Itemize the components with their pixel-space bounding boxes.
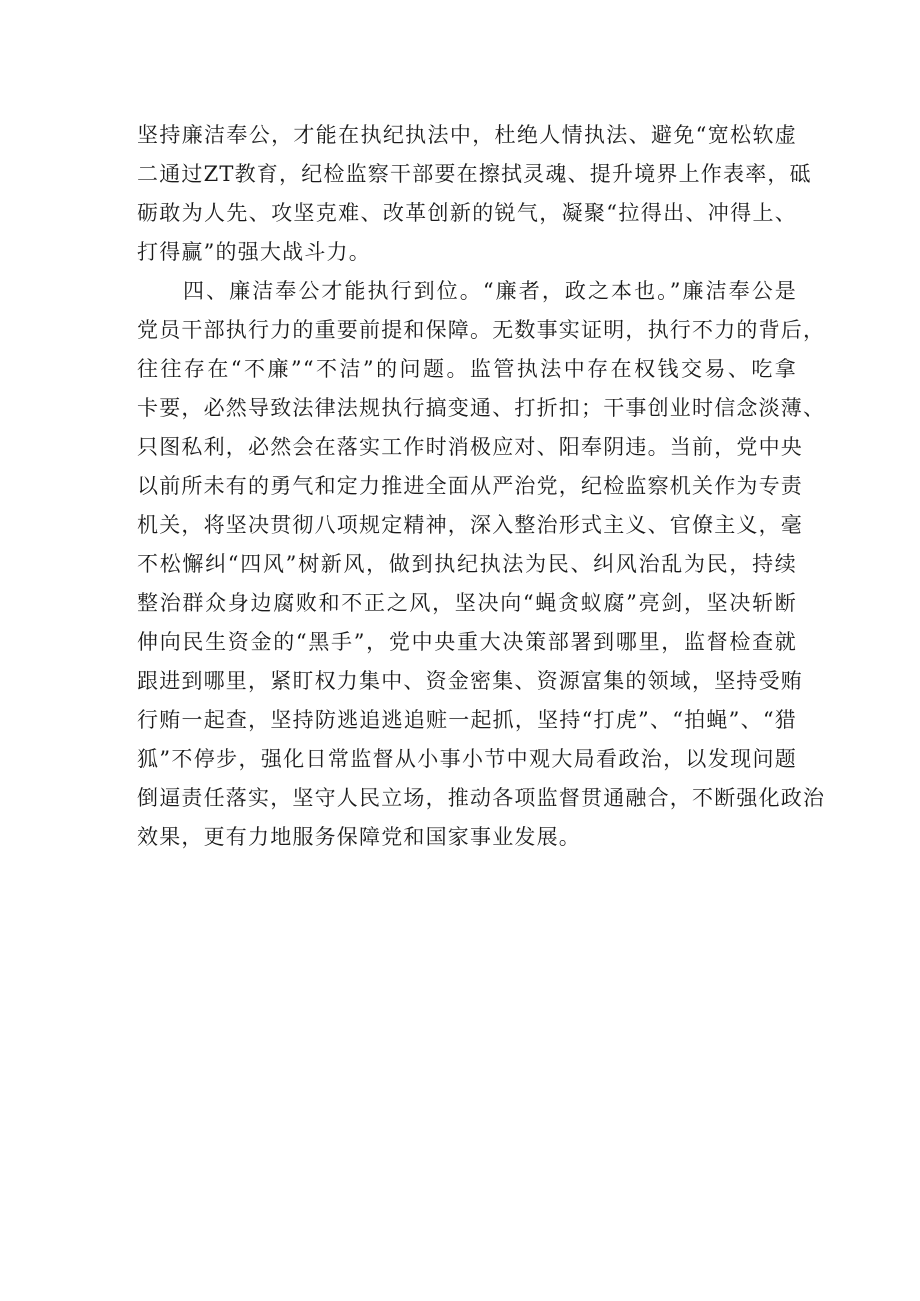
text-line: 不松懈纠“四风”树新风，做到执纪执法为民、纠风治乱为民，持续 bbox=[137, 552, 797, 576]
text-line: 卡要，必然导致法律法规执行搞变通、打折扣；干事创业时信念淡薄、 bbox=[137, 396, 826, 420]
text-line: 党员干部执行力的重要前提和保障。无数事实证明，执行不力的背后， bbox=[137, 318, 826, 342]
text-line: 狐”不停步，强化日常监督从小事小节中观大局看政治，以发现问题 bbox=[137, 747, 797, 771]
text-line: 跟进到哪里，紧盯权力集中、资金密集、资源富集的领域，坚持受贿 bbox=[137, 669, 803, 693]
text-line: 机关，将坚决贯彻八项规定精神，深入整治形式主义、官僚主义，毫 bbox=[137, 513, 803, 537]
text-line: 整治群众身边腐败和不正之风，坚决向“蝇贪蚁腐”亮剑，坚决斩断 bbox=[137, 591, 797, 615]
text-line: 倒逼责任落实，坚守人民立场，推动各项监督贯通融合，不断强化政治 bbox=[137, 786, 826, 810]
text-line: 砺敢为人先、攻坚克难、改革创新的锐气，凝聚“拉得出、冲得上、 bbox=[137, 201, 797, 225]
text-line: 行贿一起查，坚持防逃追逃追赃一起抓，坚持“打虎”、“拍蝇”、“猎 bbox=[137, 708, 797, 732]
document-body bbox=[137, 116, 826, 857]
text-line: 以前所未有的勇气和定力推进全面从严治党，纪检监察机关作为专责 bbox=[137, 474, 803, 498]
text-line: 二通过ZT教育，纪检监察干部要在擦拭灵魂、提升境界上作表率，砥 bbox=[137, 162, 812, 186]
text-line: 效果，更有力地服务保障党和国家事业发展。 bbox=[137, 825, 581, 849]
text-line: 打得赢”的强大战斗力。 bbox=[137, 240, 371, 264]
text-line: 往往存在“不廉”“不洁”的问题。监管执法中存在权钱交易、吃拿 bbox=[137, 357, 797, 381]
text-line: 只图私利，必然会在落实工作时消极应对、阳奉阴违。当前，党中央 bbox=[137, 435, 803, 459]
text-line: 伸向民生资金的“黑手”，党中央重大决策部署到哪里，监督检查就 bbox=[137, 630, 797, 654]
paragraph-heading-line: 四、廉洁奉公才能执行到位。“廉者，政之本也。”廉洁奉公是 bbox=[183, 279, 797, 303]
text-line: 坚持廉洁奉公，才能在执纪执法中，杜绝人情执法、避免“宽松软虚 bbox=[137, 123, 797, 147]
